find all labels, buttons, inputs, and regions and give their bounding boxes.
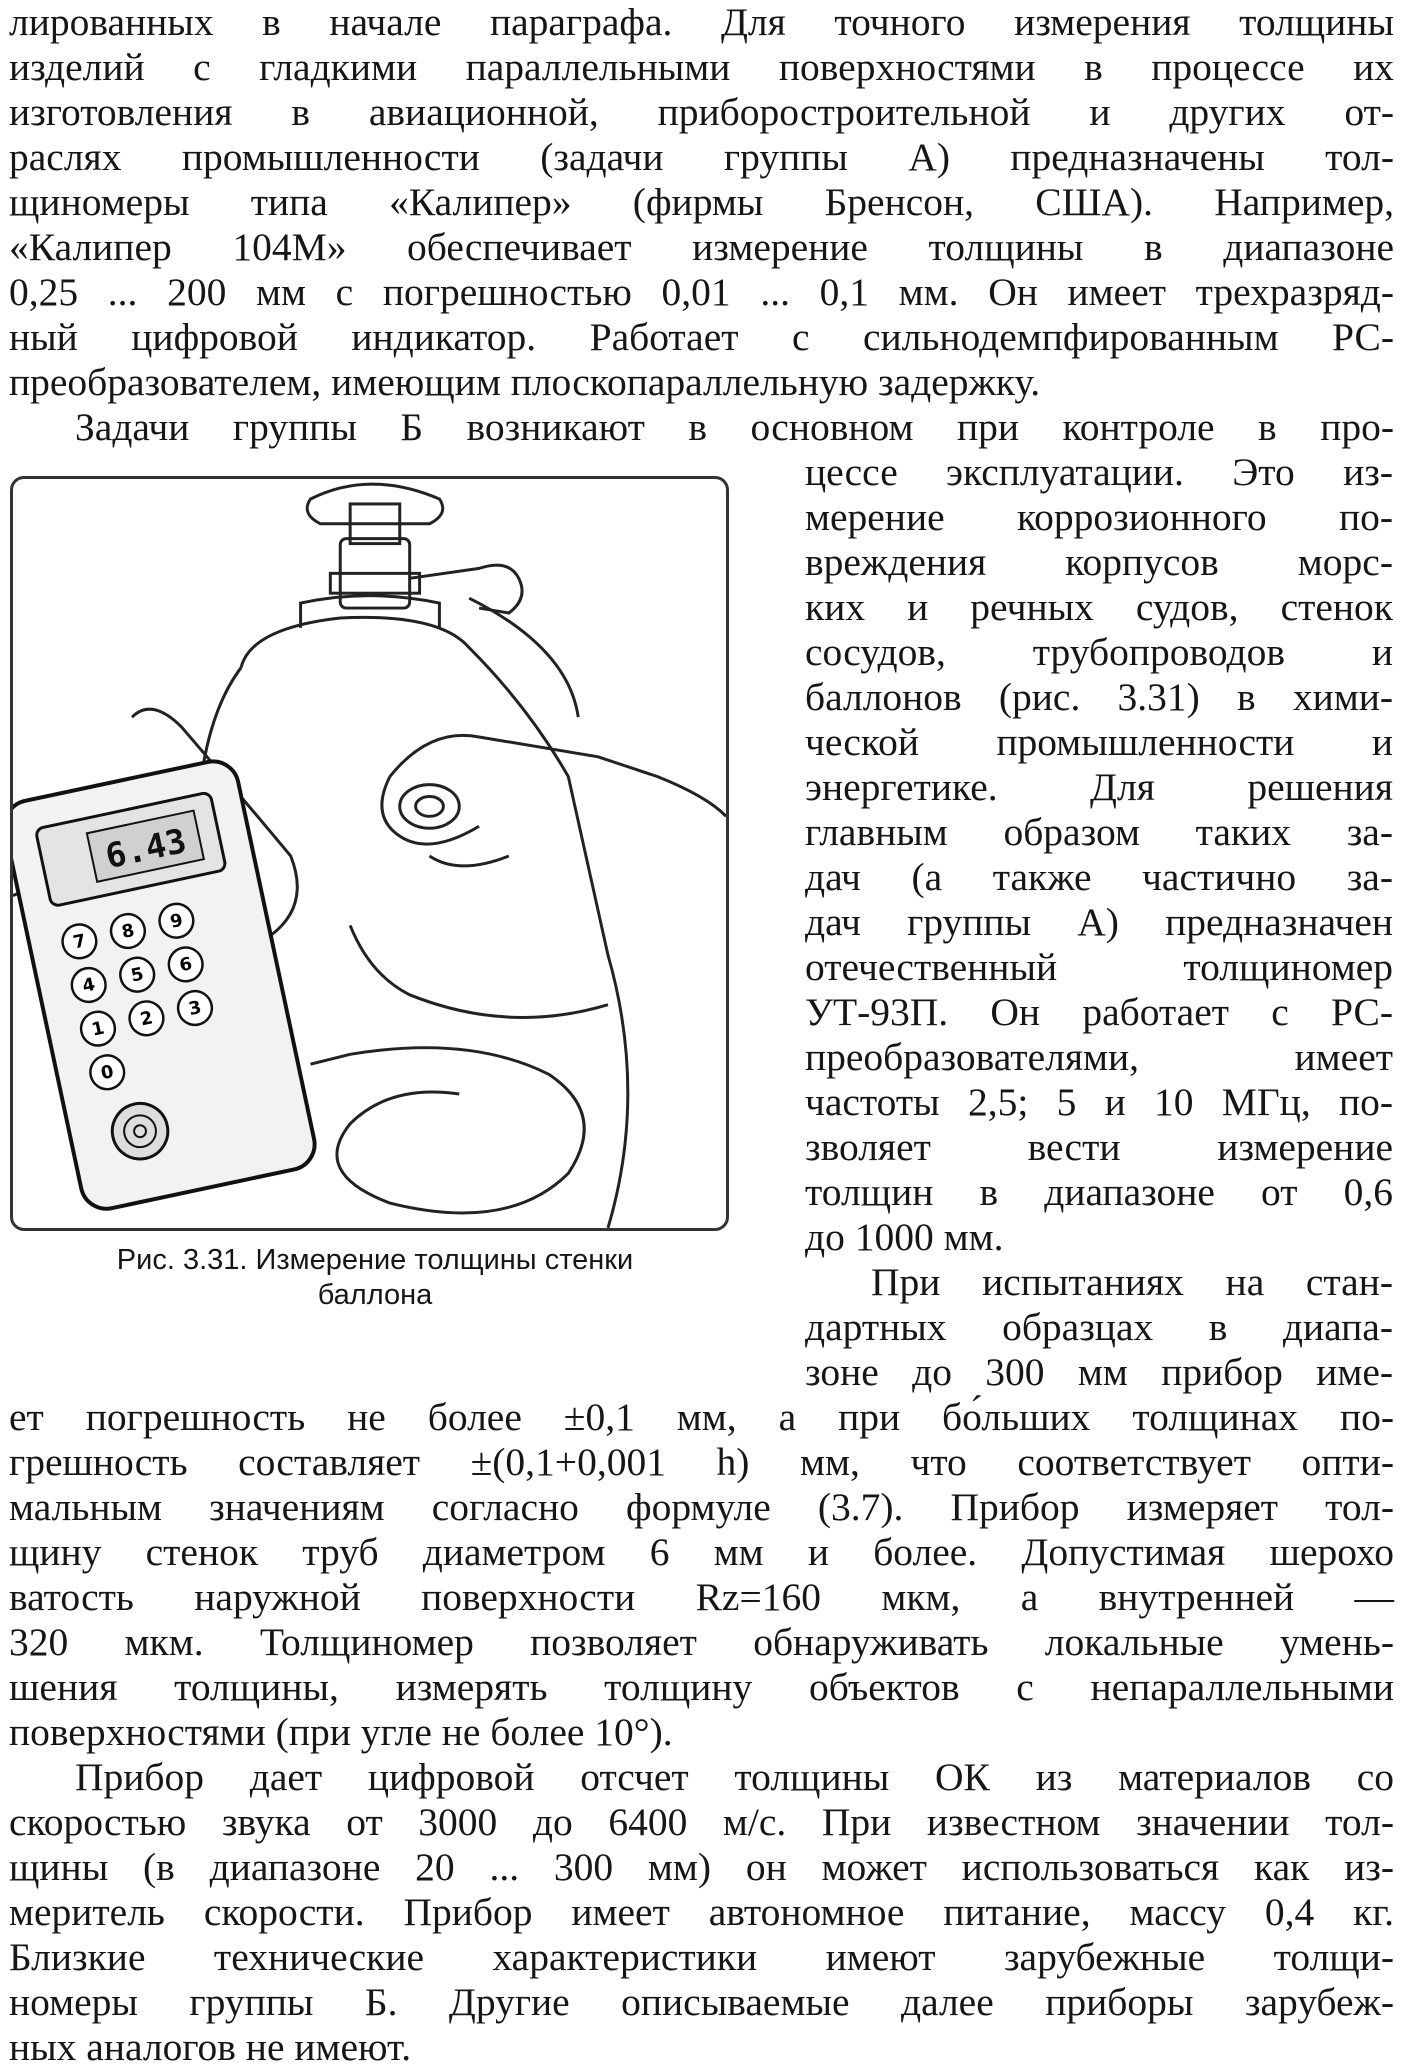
text-line: до 1000 мм. (805, 1215, 1004, 1259)
text-line: отечественный толщиномер (805, 945, 1393, 989)
keypad-key-label: 4 (80, 973, 98, 997)
text-line: дач группы А) предназначен (805, 900, 1393, 944)
text-line: номеры группы Б. Другие описываемые далее приборы зарубеж- (9, 1980, 1394, 2024)
text-line: зволяет вести измерение (805, 1125, 1393, 1169)
text-line: Близкие технические характеристики имеют зарубежные толщи- (9, 1935, 1394, 1979)
paragraph-start: Прибор дает цифровой отсчет толщины ОК из материалов со (75, 1755, 1394, 1799)
text-line: дартных образцах в диапа- (805, 1305, 1393, 1349)
text-line: 0,25 ... 200 мм с погрешностью 0,01 ... 0,1 мм. Он имеет трехразряд- (9, 270, 1394, 314)
text-line: изготовления в авиационной, приборостроительной и других от- (9, 90, 1394, 134)
text-line: щиномеры типа «Калипер» (фирмы Бренсон, США). Например, (9, 180, 1394, 224)
keypad-key-label: 0 (99, 1061, 116, 1085)
text-line: лированных в начале параграфа. Для точного измерения толщины (9, 0, 1394, 44)
text-line: дач (а также частично за- (805, 855, 1393, 899)
text-line: шения толщины, измерять толщину объектов с непараллельными (9, 1665, 1394, 1709)
text-line: сосудов, трубопроводов и (805, 630, 1393, 674)
figure-caption: баллона (317, 1279, 433, 1311)
text-line: изделий с гладкими параллельными поверхностями в процессе их (9, 45, 1394, 89)
paragraph-start: При испытаниях на стан- (871, 1260, 1393, 1304)
keypad-key-label: 5 (129, 963, 146, 987)
keypad-key-label: 9 (168, 909, 185, 933)
thickness-gauge-illustration (13, 479, 726, 1228)
text-line: грешность составляет ±(0,1+0,001 h) мм, что соответствует опти- (9, 1440, 1394, 1484)
text-line: щины (в диапазоне 20 ... 300 мм) он может использоваться как из- (9, 1845, 1394, 1889)
text-line: ческой промышленности и (805, 720, 1393, 764)
display-reading: 6.43 (102, 821, 190, 877)
text-line: ет погрешность не более ±0,1 мм, а при бо́льших толщинах по- (9, 1395, 1394, 1439)
keypad-key-label: 6 (177, 953, 195, 977)
text-line: 320 мкм. Толщиномер позволяет обнаруживать локальные умень- (9, 1620, 1394, 1664)
text-line: «Калипер 104М» обеспечивает измерение толщины в диапазоне (9, 225, 1394, 269)
text-line: главным образом таких за- (805, 810, 1393, 854)
text-line: зоне до 300 мм прибор име- (805, 1350, 1393, 1394)
keypad-key-label: 7 (71, 930, 88, 954)
text-line: энергетике. Для решения (805, 765, 1393, 809)
text-line: преобразователями, имеет (805, 1035, 1393, 1079)
text-line: мальным значениям согласно формуле (3.7). Прибор измеряет тол- (9, 1485, 1394, 1529)
keypad-key-label: 8 (119, 919, 137, 944)
paragraph-start: Задачи группы Б возникают в основном при контроле в про- (75, 405, 1394, 449)
text-line: ких и речных судов, стенок (805, 585, 1393, 629)
keypad-key-label: 3 (186, 996, 204, 1021)
text-line: цессе эксплуатации. Это из- (805, 450, 1393, 494)
text-line: скоростью звука от 3000 до 6400 м/с. При известном значении тол- (9, 1800, 1394, 1844)
text-line: щину стенок труб диаметром 6 мм и более. Допустимая шерохо (9, 1530, 1394, 1574)
text-line: ных аналогов не имеют. (9, 2025, 412, 2069)
figure-thickness-gauge (10, 476, 729, 1231)
text-line: баллонов (рис. 3.31) в хими- (805, 675, 1393, 719)
text-line: частоты 2,5; 5 и 10 МГц, по- (805, 1080, 1393, 1124)
text-line: преобразователем, имеющим плоскопараллельную задержку. (9, 360, 1041, 404)
text-line: УТ-93П. Он работает с РС- (805, 990, 1393, 1034)
keypad-key-label: 1 (89, 1017, 107, 1041)
keypad-key-label: 2 (138, 1007, 155, 1031)
text-line: раслях промышленности (задачи группы А) предназначены тол- (9, 135, 1394, 179)
text-line: мерение коррозионного по- (805, 495, 1393, 539)
text-line: ный цифровой индикатор. Работает с сильнодемпфированным РС- (9, 315, 1394, 359)
text-line: толщин в диапазоне от 0,6 (805, 1170, 1393, 1214)
figure-caption: Рис. 3.31. Измерение толщины стенки (116, 1244, 634, 1276)
text-line: вреждения корпусов морс- (805, 540, 1393, 584)
text-line: поверхностями (при угле не более 10°). (9, 1710, 673, 1754)
text-line: ватость наружной поверхности Rz=160 мкм, а внутренней — (9, 1575, 1394, 1619)
text-line: меритель скорости. Прибор имеет автономное питание, массу 0,4 кг. (9, 1890, 1394, 1934)
